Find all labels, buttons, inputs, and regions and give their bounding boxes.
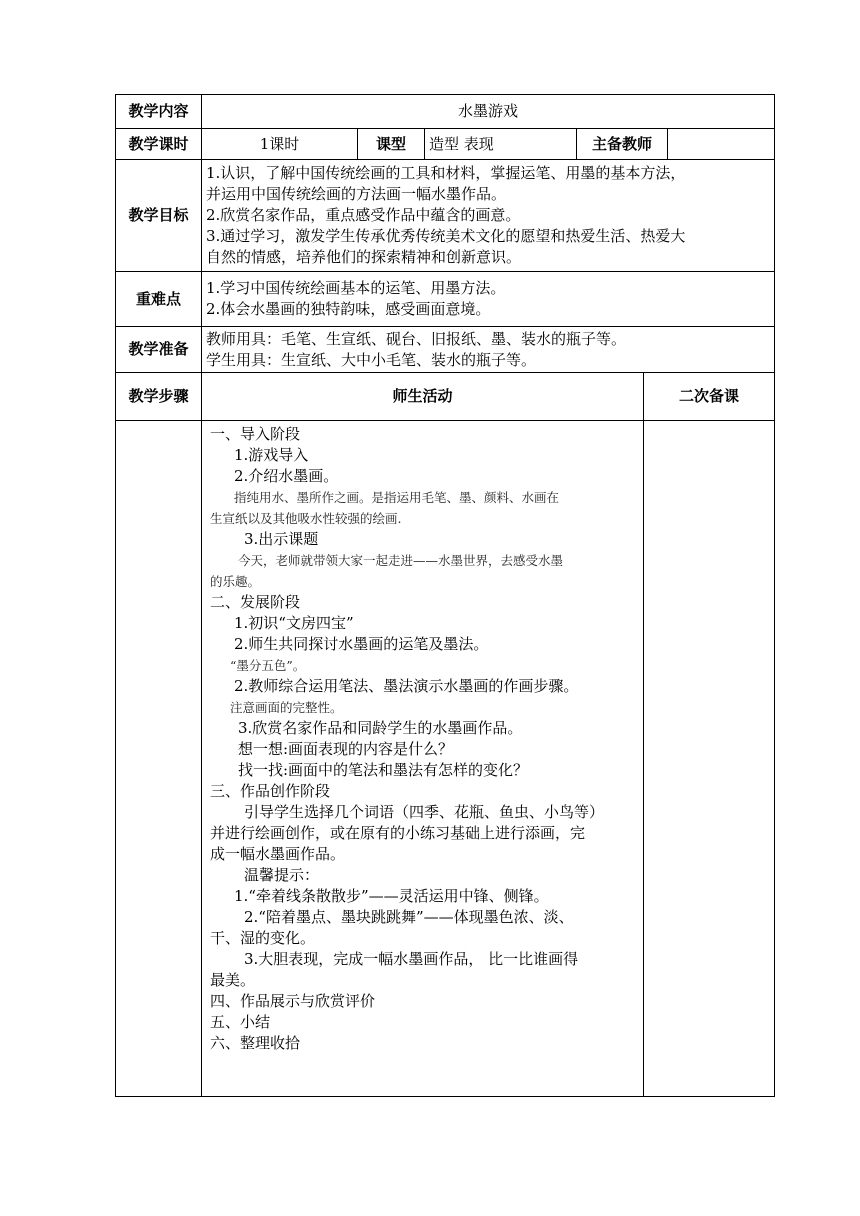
hours-label: 教学课时 [116,129,202,160]
row-steps-body [116,421,775,1097]
type-value: 造型 表现 [425,129,577,160]
step-line: 六、整理收拾 [210,1034,301,1052]
row-steps-header [116,373,775,421]
prep-line: 教师用具：毛笔、生宣纸、砚台、旧报纸、墨、装水的瓶子等。 [206,329,627,348]
step-line: “墨分五色”。 [230,658,306,673]
step-line: 五、小结 [210,1013,271,1031]
prep-label: 教学准备 [116,327,202,373]
step-line: 3.大胆表现，完成一幅水墨画作品， 比一比谁画得 [244,950,579,968]
row-goals [116,160,775,272]
step-line: 干、湿的变化。 [210,929,316,947]
step-line: 想一想:画面表现的内容是什么？ [238,740,454,758]
step-line: 的乐趣。 [210,574,261,589]
goals-line: 1.认识，了解中国传统绘画的工具和材料，掌握运笔、用墨的基本方法， [206,164,686,182]
type-label: 课型 [358,129,425,160]
goals-line: 自然的情感，培养他们的探索精神和创新意识。 [206,248,522,266]
step-line: 注意画面的完整性。 [230,700,343,715]
step-line: 引导学生选择几个词语（四季、花瓶、鱼虫、小鸟等） [244,803,605,821]
steps-content [202,421,644,1097]
step-line: 2.“陪着墨点、墨块跳跳舞”——体现墨色浓、淡、 [244,908,574,926]
step-line: 2.介绍水墨画。 [234,467,339,485]
step-line: 2.师生共同探讨水墨画的运笔及墨法。 [234,635,489,653]
activity-label: 师生活动 [202,373,644,421]
step-line: 并进行绘画创作，或在原有的小练习基础上进行添画，完 [210,824,586,842]
steps-empty-cell [116,421,202,1097]
row-content [116,95,775,129]
keypoints-line: 1.学习中国传统绘画基本的运笔、用墨方法。 [206,279,506,297]
content-value: 水墨游戏 [202,95,775,129]
row-hours [116,129,775,160]
steps-label: 教学步骤 [116,373,202,421]
step-line: 1.游戏导入 [234,446,309,464]
step-line: 2.教师综合运用笔法、墨法演示水墨画的作画步骤。 [234,677,579,695]
hours-value: 1课时 [202,129,358,160]
step-line: 找一找:画面中的笔法和墨法有怎样的变化？ [238,761,529,779]
row-keypoints [116,272,775,327]
step-line: 指纯用水、墨所作之画。是指运用毛笔、墨、颜料、水画在 [234,490,560,505]
step-line: 三、作品创作阶段 [210,782,331,800]
goals-line: 并运用中国传统绘画的方法画一幅水墨作品。 [206,185,507,203]
step-line: 成一幅水墨画作品。 [210,845,346,863]
goals-line: 3.通过学习，激发学生传承优秀传统美术文化的愿望和热爱生活、热爱大 [206,227,686,245]
step-line: 1.初识“文房四宝” [234,614,354,632]
content-label: 教学内容 [116,95,202,129]
step-line: 生宣纸以及其他吸水性较强的绘画. [210,511,402,526]
lesson-plan-table [115,94,775,1097]
keypoints-line: 2.体会水墨画的独特韵味，感受画面意境。 [206,300,491,318]
goals-content [202,160,775,272]
step-line: 一、导入阶段 [210,425,301,443]
step-line: 1.“牵着线条散散步”——灵活运用中锋、侧锋。 [234,887,549,905]
prep-content [202,327,775,373]
row-prep [116,327,775,373]
teacher-value [668,129,775,160]
revision-label: 二次备课 [644,373,775,421]
goals-line: 2.欣赏名家作品，重点感受作品中蕴含的画意。 [206,206,521,224]
revision-cell [644,421,775,1097]
prep-line: 学生用具：生宣纸、大中小毛笔、装水的瓶子等。 [206,350,537,369]
step-line: 3.出示课题 [244,530,319,548]
goals-label: 教学目标 [116,160,202,272]
step-line: 二、发展阶段 [210,593,301,611]
step-line: 温馨提示： [244,866,320,884]
keypoints-label: 重难点 [116,272,202,327]
step-line: 今天，老师就带领大家一起走进——水墨世界，去感受水墨 [238,553,564,568]
step-line: 最美。 [210,971,256,989]
step-line: 3.欣赏名家作品和同龄学生的水墨画作品。 [238,719,523,737]
keypoints-content [202,272,775,327]
teacher-label: 主备教师 [577,129,668,160]
step-line: 四、作品展示与欣赏评价 [210,992,376,1010]
